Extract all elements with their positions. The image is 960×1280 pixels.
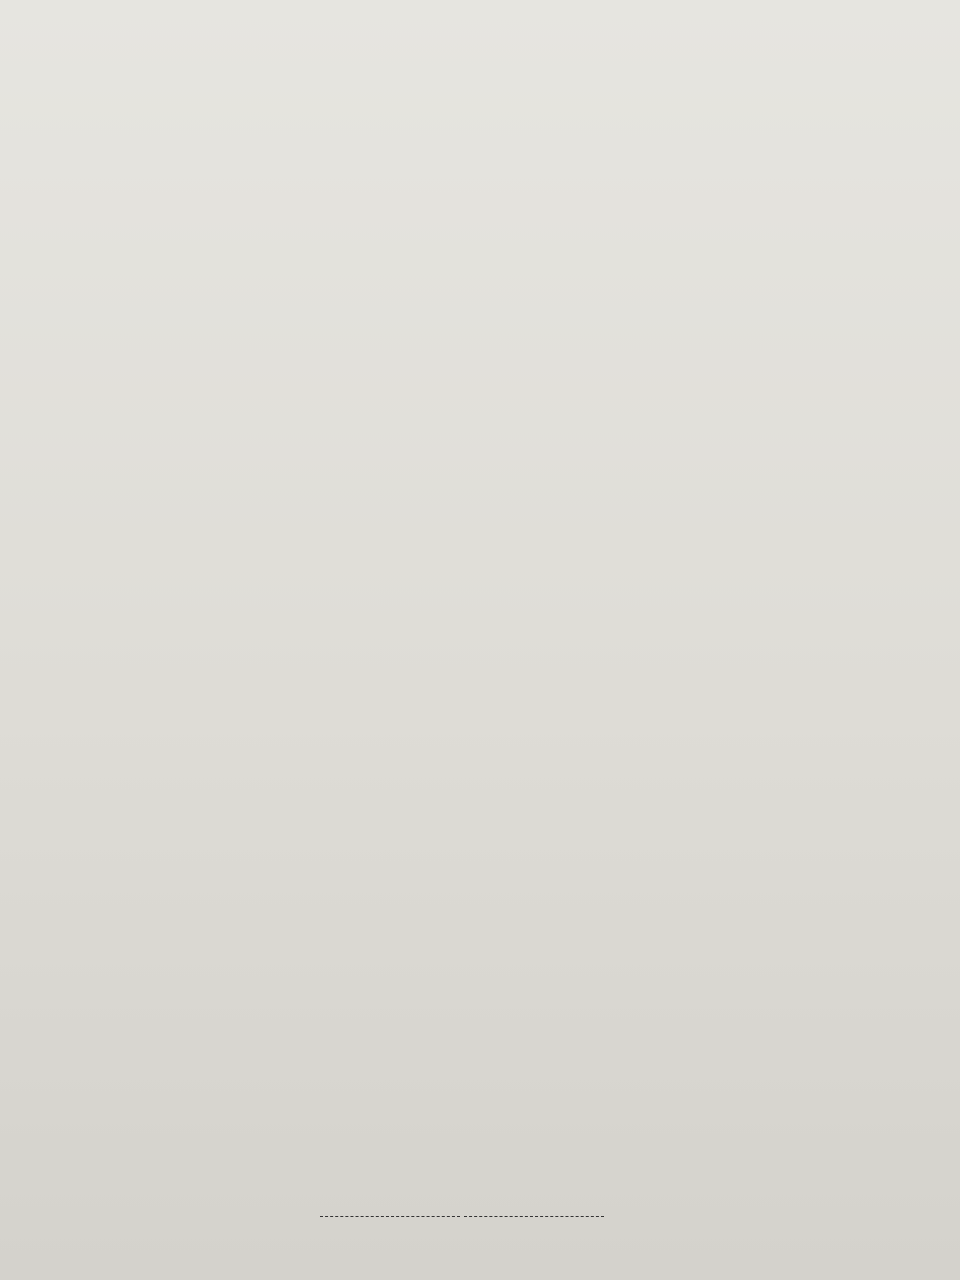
divider xyxy=(464,1216,604,1217)
divider xyxy=(320,1216,460,1217)
end-marker xyxy=(282,1207,642,1225)
